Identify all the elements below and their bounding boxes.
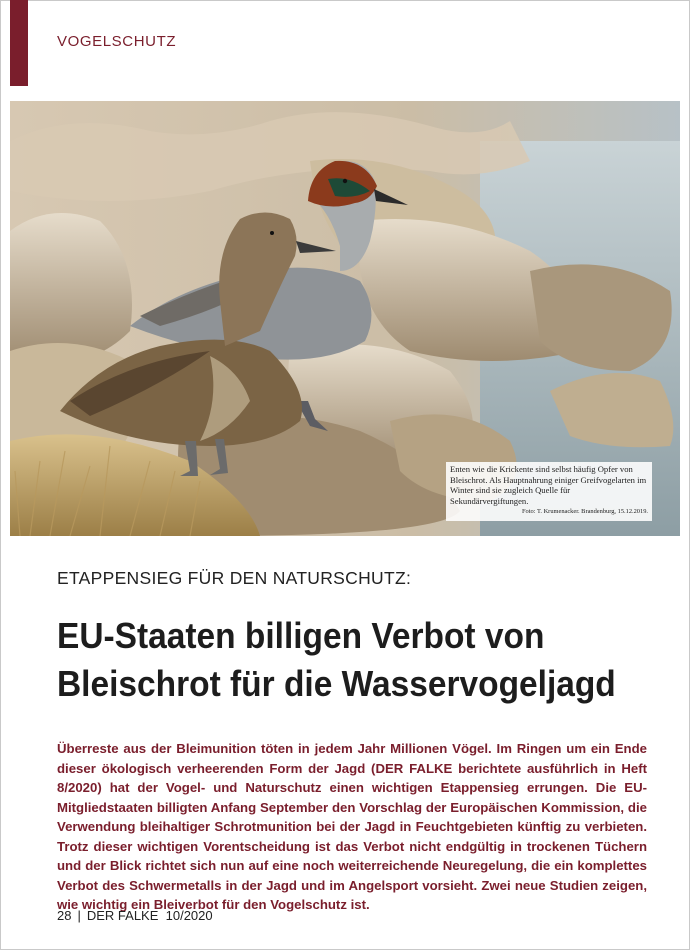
section-label: VOGELSCHUTZ (57, 33, 177, 50)
accent-bar (10, 0, 28, 86)
page-number: 28 (57, 908, 72, 923)
issue-number: 10/2020 (165, 908, 213, 923)
article-kicker: ETAPPENSIEG FÜR DEN NATURSCHUTZ: (57, 568, 412, 588)
footer-separator: | (77, 908, 81, 923)
photo-credit: Foto: T. Krumenacker. Brandenburg, 15.12.2019. (521, 508, 648, 516)
photo-caption (446, 462, 652, 521)
caption-text: Enten wie die Krickente sind selbst häufig Opfer von Bleischrot. Als Hauptnahrung einiger Greifvogelarten im Winter sind sie zugleich Quelle für Sekundärvergiftungen. (450, 464, 647, 506)
article-headline: EU-Staaten billigen Verbot von Bleischrot für die Wasservogeljagd (57, 615, 616, 704)
page-footer (57, 908, 213, 923)
magazine-name: DER FALKE (86, 908, 159, 923)
article-lead: Überreste aus der Bleimunition töten in jedem Jahr Millionen Vögel. Im Ringen um ein Ende dieser ökologisch verheerenden Form der Jagd (DER FALKE berichtete ausführlich in Heft 8/2020) hat der Vogel- und Naturschutz einen wichtigen Etappensieg errungen. Die EU-Mitgliedstaaten billigten Anfang September den Vorschlag der Europäischen Kommission, die Verwendung bleihaltiger Schrotmunition bei der Jagd in Feuchtgebieten künftig zu verbieten. Trotz dieser wichtigen Vorentscheidung ist das Verbot nicht endgültig in trockenen Tüchern und der Blick richtet sich nun auf eine noch weiterreichende Neuregelung, die ein komplettes Verbot des Schwermetalls in der Jagd und im Angelsport vorsieht. Zwei neue Studien zeigen, wie wichtig ein Bleiverbot für den Vogelschutz ist. (57, 741, 647, 912)
